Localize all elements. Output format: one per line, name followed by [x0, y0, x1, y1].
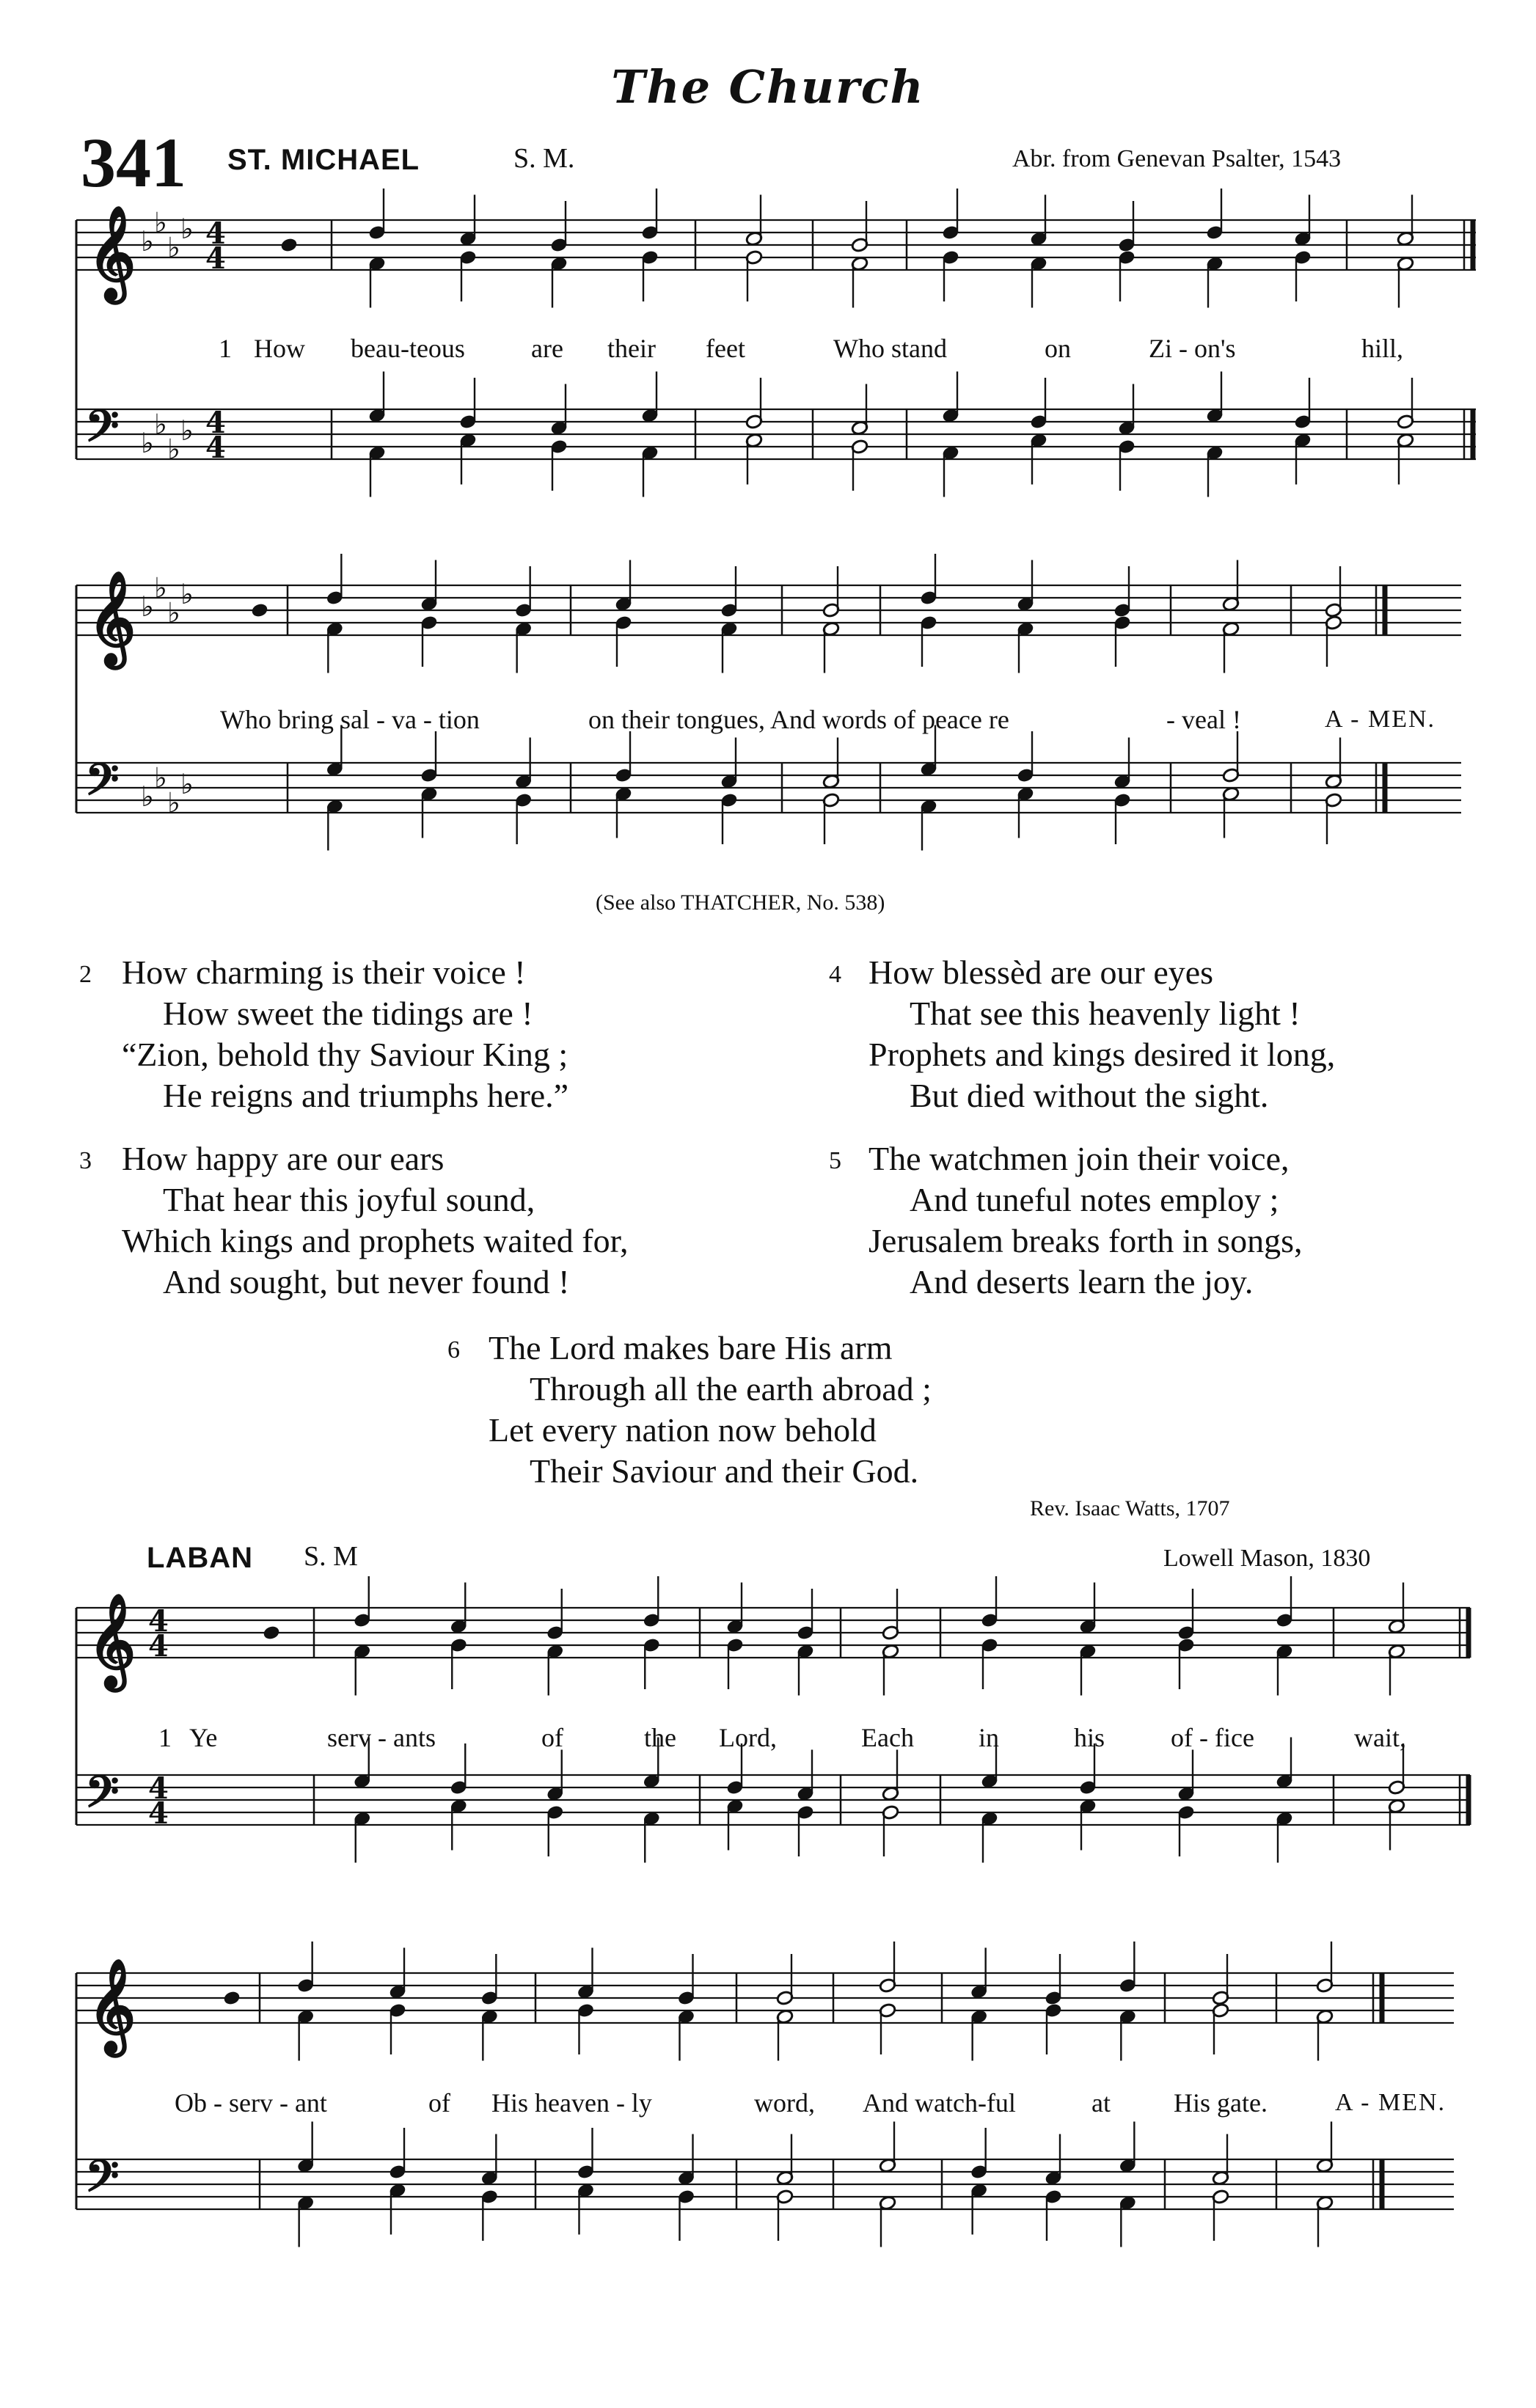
verse-number: 4	[829, 961, 841, 988]
flat-sign: ♭	[180, 414, 194, 447]
lyric-syllable: the	[644, 1723, 676, 1752]
verse-block	[868, 1138, 1303, 1303]
treble-clef: 𝄞	[88, 1592, 136, 1687]
flat-sign: ♭	[167, 230, 180, 264]
page-header: The Church	[611, 60, 925, 114]
tune2-name: LABAN	[147, 1542, 253, 1574]
amen-label: A - MEN.	[1335, 2089, 1447, 2116]
bass-clef: 𝄢	[85, 400, 120, 462]
amen-label: A - MEN.	[1325, 706, 1436, 733]
lyric-syllable: Ye	[189, 1723, 218, 1752]
verse-line: Jerusalem breaks forth in songs,	[868, 1222, 1303, 1259]
lyric-verse-number: 1	[219, 334, 232, 363]
lyric-syllable: are	[531, 334, 563, 363]
verses-attribution: Rev. Isaac Watts, 1707	[1030, 1496, 1230, 1520]
lyric-syllable: his	[1074, 1723, 1105, 1752]
lyric-syllable: Ob - serv - ant	[175, 2088, 327, 2118]
flat-sign: ♭	[180, 577, 194, 610]
lyric-syllable: feet	[706, 334, 745, 363]
lyric-verse-number: 1	[158, 1723, 172, 1752]
lyric-syllable: word,	[754, 2088, 815, 2118]
lyric-syllable: hill,	[1361, 334, 1404, 363]
verse-line: That hear this joyful sound,	[163, 1181, 535, 1218]
lyric-syllable: His heaven - ly	[491, 2088, 652, 2118]
verse-line: Which kings and prophets waited for,	[122, 1222, 629, 1259]
verse-line: But died without the sight.	[910, 1077, 1269, 1114]
verse-line: That see this heavenly light !	[910, 995, 1301, 1032]
lyric-syllable: in	[979, 1723, 1000, 1752]
pickup-note	[263, 1625, 280, 1641]
verse-line: How charming is their voice !	[122, 954, 526, 991]
verse-line: “Zion, behold thy Saviour King ;	[122, 1036, 568, 1073]
verse-block	[868, 952, 1335, 1116]
pickup-note	[280, 238, 298, 253]
bass-clef: 𝄢	[85, 1765, 120, 1828]
tune2-attribution: Lowell Mason, 1830	[1163, 1545, 1371, 1572]
time-signature: 4	[148, 1604, 169, 1639]
flat-sign: ♭	[167, 432, 180, 466]
lyric-syllable: of - fice	[1171, 1723, 1254, 1752]
time-signature: 4	[205, 431, 226, 465]
tune2-meter: S. M	[304, 1541, 358, 1572]
flat-sign: ♭	[180, 767, 194, 800]
verse-number: 2	[79, 961, 92, 988]
flat-sign: ♭	[180, 212, 194, 245]
tune1-meter: S. M.	[513, 143, 575, 174]
lyric-syllable: How	[254, 334, 305, 363]
verse-line: And tuneful notes employ ;	[910, 1181, 1279, 1218]
lyric-syllable: Each	[861, 1723, 914, 1752]
verse-line: Their Saviour and their God.	[530, 1452, 919, 1490]
flat-sign: ♭	[154, 571, 167, 604]
lyric-syllable: And watch-ful	[863, 2088, 1016, 2118]
lyric-syllable: Lord,	[719, 1723, 777, 1752]
lyric-syllable: on	[1045, 334, 1071, 363]
time-signature: 4	[148, 1771, 169, 1806]
verse-line: How happy are our ears	[122, 1140, 445, 1177]
lyric-syllable: Who stand	[833, 334, 947, 363]
verse-block	[122, 1138, 629, 1303]
flat-sign: ♭	[141, 426, 154, 459]
lyric-syllable: Who bring sal - va - tion	[220, 705, 480, 734]
pickup-note	[251, 603, 268, 618]
lyric-syllable: beau-teous	[351, 334, 465, 363]
time-signature: 4	[148, 1796, 169, 1831]
verse-line: And sought, but never found !	[163, 1263, 570, 1300]
lyric-syllable: at	[1091, 2088, 1111, 2118]
hymn-number: 341	[81, 123, 186, 202]
verse-line: Through all the earth abroad ;	[530, 1370, 932, 1408]
flat-sign: ♭	[167, 786, 180, 819]
pickup-note	[223, 1991, 241, 2006]
lyric-syllable: on their tongues, And words of peace re	[588, 705, 1009, 734]
verse-line: The Lord makes bare His arm	[489, 1329, 893, 1366]
flat-sign: ♭	[141, 780, 154, 813]
verse-line: He reigns and triumphs here.”	[163, 1077, 569, 1114]
time-signature: 4	[205, 216, 226, 251]
bass-clef: 𝄢	[85, 2150, 120, 2212]
verse-line: The watchmen join their voice,	[868, 1140, 1290, 1177]
lyric-syllable: of	[428, 2088, 450, 2118]
treble-clef: 𝄞	[88, 205, 136, 299]
verse-number: 6	[447, 1336, 460, 1364]
verse-number: 3	[79, 1147, 92, 1174]
lyric-syllable: Zi - on's	[1149, 334, 1236, 363]
tune1-name: ST. MICHAEL	[227, 144, 420, 176]
verse-block	[489, 1328, 932, 1492]
flat-sign: ♭	[154, 761, 167, 794]
lyric-syllable: serv - ants	[327, 1723, 436, 1752]
lyric-syllable: their	[607, 334, 656, 363]
verse-line: Prophets and kings desired it long,	[868, 1036, 1336, 1073]
verse-number: 5	[829, 1147, 841, 1174]
treble-clef: 𝄞	[88, 570, 136, 665]
time-signature: 4	[205, 406, 226, 440]
bass-clef: 𝄢	[85, 753, 120, 816]
time-signature: 4	[205, 241, 226, 276]
tune1-attribution: Abr. from Genevan Psalter, 1543	[1012, 145, 1342, 172]
verse-line: And deserts learn the joy.	[910, 1263, 1254, 1300]
time-signature: 4	[148, 1629, 169, 1664]
lyric-syllable: His gate.	[1174, 2088, 1268, 2118]
flat-sign: ♭	[167, 596, 180, 629]
treble-clef: 𝄞	[88, 1958, 136, 2052]
lyric-syllable: of	[541, 1723, 563, 1752]
verse-block	[122, 952, 568, 1116]
flat-sign: ♭	[154, 407, 167, 441]
verse-line: How sweet the tidings are !	[163, 995, 533, 1032]
flat-sign: ♭	[141, 590, 154, 623]
verse-line: How blessèd are our eyes	[868, 954, 1214, 991]
flat-sign: ♭	[154, 205, 167, 239]
verse-line: Let every nation now behold	[489, 1411, 877, 1449]
lyric-syllable: - veal !	[1166, 705, 1241, 734]
see-also-note: (See also THATCHER, No. 538)	[596, 890, 885, 915]
lyric-syllable: wait,	[1354, 1723, 1406, 1752]
flat-sign: ♭	[141, 224, 154, 257]
